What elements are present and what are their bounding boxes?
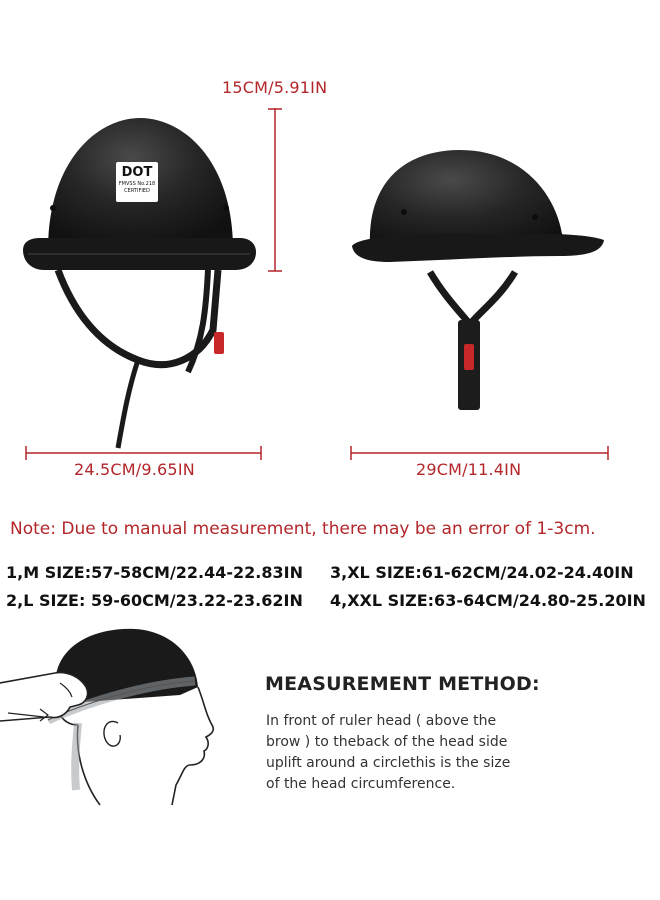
- size-m: 1,M SIZE:57-58CM/22.44-22.83IN: [6, 563, 303, 582]
- front-width-dimension-line: [25, 446, 265, 460]
- measurement-method-title: MEASUREMENT METHOD:: [265, 673, 540, 695]
- method-line-4: of the head circumference.: [266, 776, 456, 792]
- dot-badge-line1: FMVSS No.218: [118, 181, 156, 187]
- method-line-1: In front of ruler head ( above the: [266, 713, 497, 729]
- height-dimension-label: 15CM/5.91IN: [222, 78, 328, 97]
- side-length-dimension-label: 29CM/11.4IN: [416, 460, 522, 479]
- measurement-method-description: [266, 711, 556, 795]
- size-l: 2,L SIZE: 59-60CM/23.22-23.62IN: [6, 591, 303, 610]
- size-xxl: 4,XXL SIZE:63-64CM/24.80-25.20IN: [330, 591, 646, 610]
- method-line-2: brow ) to theback of the head side: [266, 734, 508, 750]
- dot-badge-line2: CERTIFIED: [124, 188, 150, 194]
- helmet-front-image: [18, 110, 263, 450]
- method-line-3: uplift around a circlethis is the size: [266, 755, 511, 771]
- dot-badge-title: DOT: [121, 165, 153, 180]
- helmet-side-image: [350, 122, 610, 422]
- front-width-dimension-label: 24.5CM/9.65IN: [74, 460, 195, 479]
- side-length-dimension-line: [350, 446, 612, 460]
- dot-badge: [116, 162, 158, 202]
- height-dimension-line: [268, 108, 282, 273]
- head-measurement-illustration: [0, 625, 230, 805]
- size-xl: 3,XL SIZE:61-62CM/24.02-24.40IN: [330, 563, 634, 582]
- measurement-note: Note: Due to manual measurement, there may be an error of 1-3cm.: [10, 519, 596, 539]
